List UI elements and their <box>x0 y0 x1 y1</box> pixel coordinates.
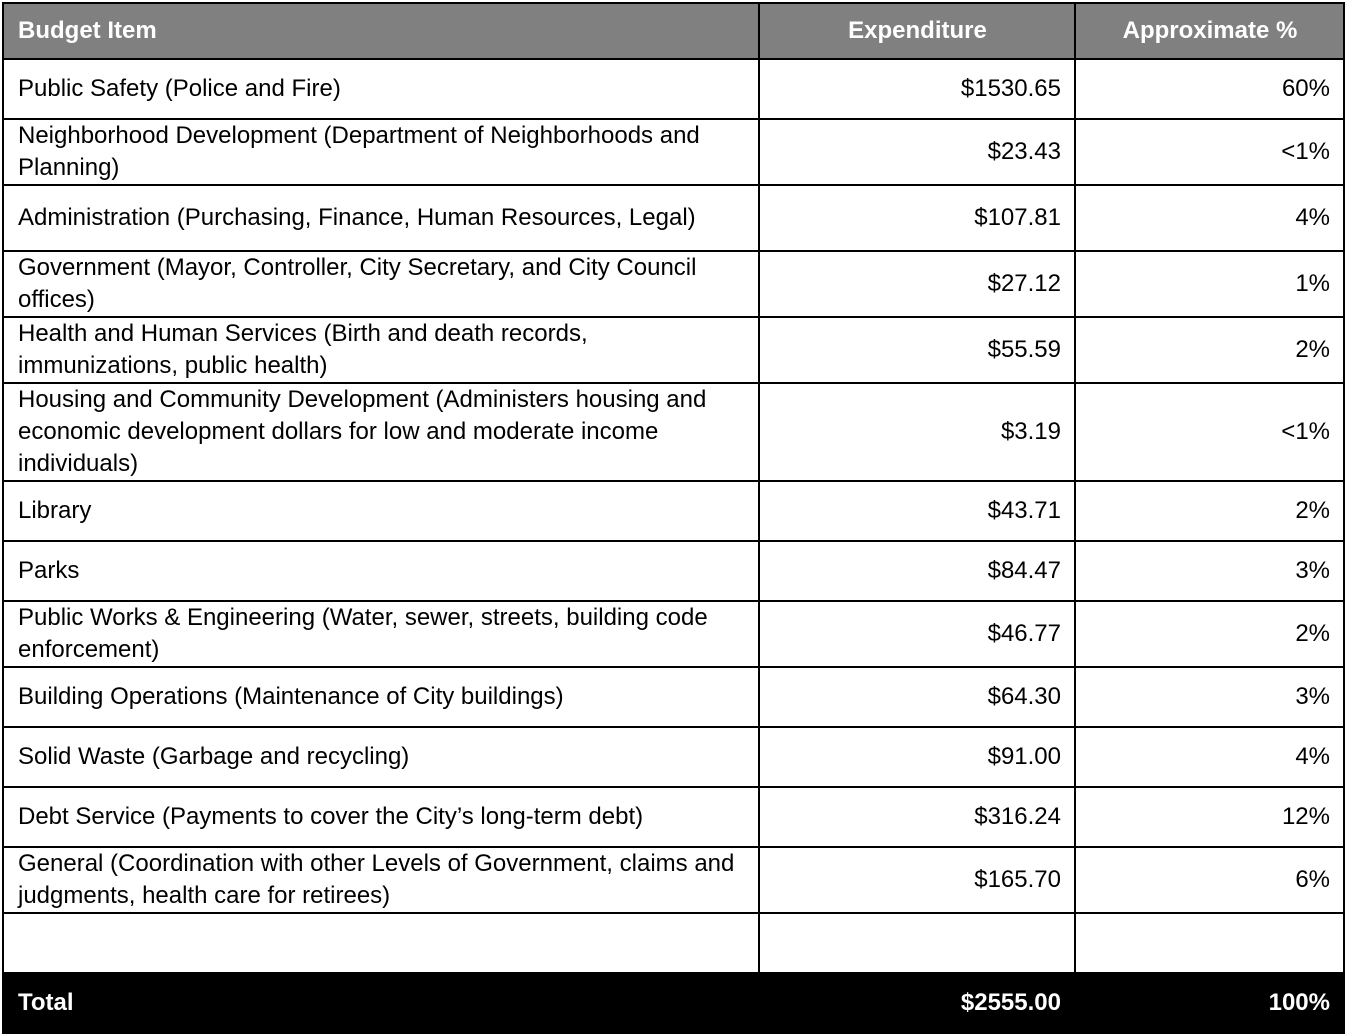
expenditure-cell: $3.19 <box>759 383 1075 481</box>
percent-cell: 1% <box>1075 251 1344 317</box>
table-row <box>3 59 1344 119</box>
header-row <box>3 3 1344 59</box>
table-row <box>3 251 1344 317</box>
table-row <box>3 727 1344 787</box>
percent-cell: 2% <box>1075 481 1344 541</box>
table-row <box>3 847 1344 913</box>
budget-item-cell: Building Operations (Maintenance of City buildings) <box>3 667 759 727</box>
table-body <box>3 59 1344 973</box>
expenditure-cell: $43.71 <box>759 481 1075 541</box>
blank-row <box>3 913 1344 973</box>
table-row <box>3 383 1344 481</box>
budget-item-cell: Public Safety (Police and Fire) <box>3 59 759 119</box>
total-expenditure: $2555.00 <box>759 973 1075 1033</box>
header-expenditure: Expenditure <box>759 3 1075 59</box>
percent-cell: 3% <box>1075 541 1344 601</box>
expenditure-cell: $165.70 <box>759 847 1075 913</box>
percent-cell: <1% <box>1075 119 1344 185</box>
table-row <box>3 787 1344 847</box>
table-row <box>3 481 1344 541</box>
budget-table <box>2 2 1345 1034</box>
header-budget-item: Budget Item <box>3 3 759 59</box>
table-footer <box>3 973 1344 1033</box>
percent-cell: 2% <box>1075 317 1344 383</box>
expenditure-cell: $316.24 <box>759 787 1075 847</box>
expenditure-cell: $46.77 <box>759 601 1075 667</box>
table-row <box>3 119 1344 185</box>
budget-item-cell: Debt Service (Payments to cover the City’s long-term debt) <box>3 787 759 847</box>
percent-cell: 60% <box>1075 59 1344 119</box>
header-approximate-percent: Approximate % <box>1075 3 1344 59</box>
budget-item-cell: Public Works & Engineering (Water, sewer, streets, building code enforcement) <box>3 601 759 667</box>
expenditure-cell: $107.81 <box>759 185 1075 251</box>
budget-item-cell: Library <box>3 481 759 541</box>
budget-item-cell: Government (Mayor, Controller, City Secretary, and City Council offices) <box>3 251 759 317</box>
percent-cell: 4% <box>1075 727 1344 787</box>
expenditure-cell <box>759 913 1075 973</box>
expenditure-cell: $1530.65 <box>759 59 1075 119</box>
table-row <box>3 601 1344 667</box>
budget-item-cell: Solid Waste (Garbage and recycling) <box>3 727 759 787</box>
percent-cell: 4% <box>1075 185 1344 251</box>
percent-cell: 12% <box>1075 787 1344 847</box>
percent-cell: 2% <box>1075 601 1344 667</box>
expenditure-cell: $84.47 <box>759 541 1075 601</box>
table-row <box>3 667 1344 727</box>
budget-item-cell: Health and Human Services (Birth and death records, immunizations, public health) <box>3 317 759 383</box>
table-header <box>3 3 1344 59</box>
budget-item-cell: Administration (Purchasing, Finance, Human Resources, Legal) <box>3 185 759 251</box>
expenditure-cell: $64.30 <box>759 667 1075 727</box>
table-row <box>3 317 1344 383</box>
total-label: Total <box>3 973 759 1033</box>
percent-cell: 3% <box>1075 667 1344 727</box>
budget-item-cell: Parks <box>3 541 759 601</box>
budget-item-cell: Neighborhood Development (Department of Neighborhoods and Planning) <box>3 119 759 185</box>
expenditure-cell: $55.59 <box>759 317 1075 383</box>
budget-item-cell <box>3 913 759 973</box>
expenditure-cell: $27.12 <box>759 251 1075 317</box>
percent-cell: 6% <box>1075 847 1344 913</box>
table-row <box>3 541 1344 601</box>
expenditure-cell: $23.43 <box>759 119 1075 185</box>
expenditure-cell: $91.00 <box>759 727 1075 787</box>
budget-item-cell: General (Coordination with other Levels of Government, claims and judgments, health care for retirees) <box>3 847 759 913</box>
percent-cell: <1% <box>1075 383 1344 481</box>
budget-item-cell: Housing and Community Development (Administers housing and economic development dollars for low and moderate income individuals) <box>3 383 759 481</box>
total-row <box>3 973 1344 1033</box>
total-percent: 100% <box>1075 973 1344 1033</box>
table-row <box>3 185 1344 251</box>
percent-cell <box>1075 913 1344 973</box>
